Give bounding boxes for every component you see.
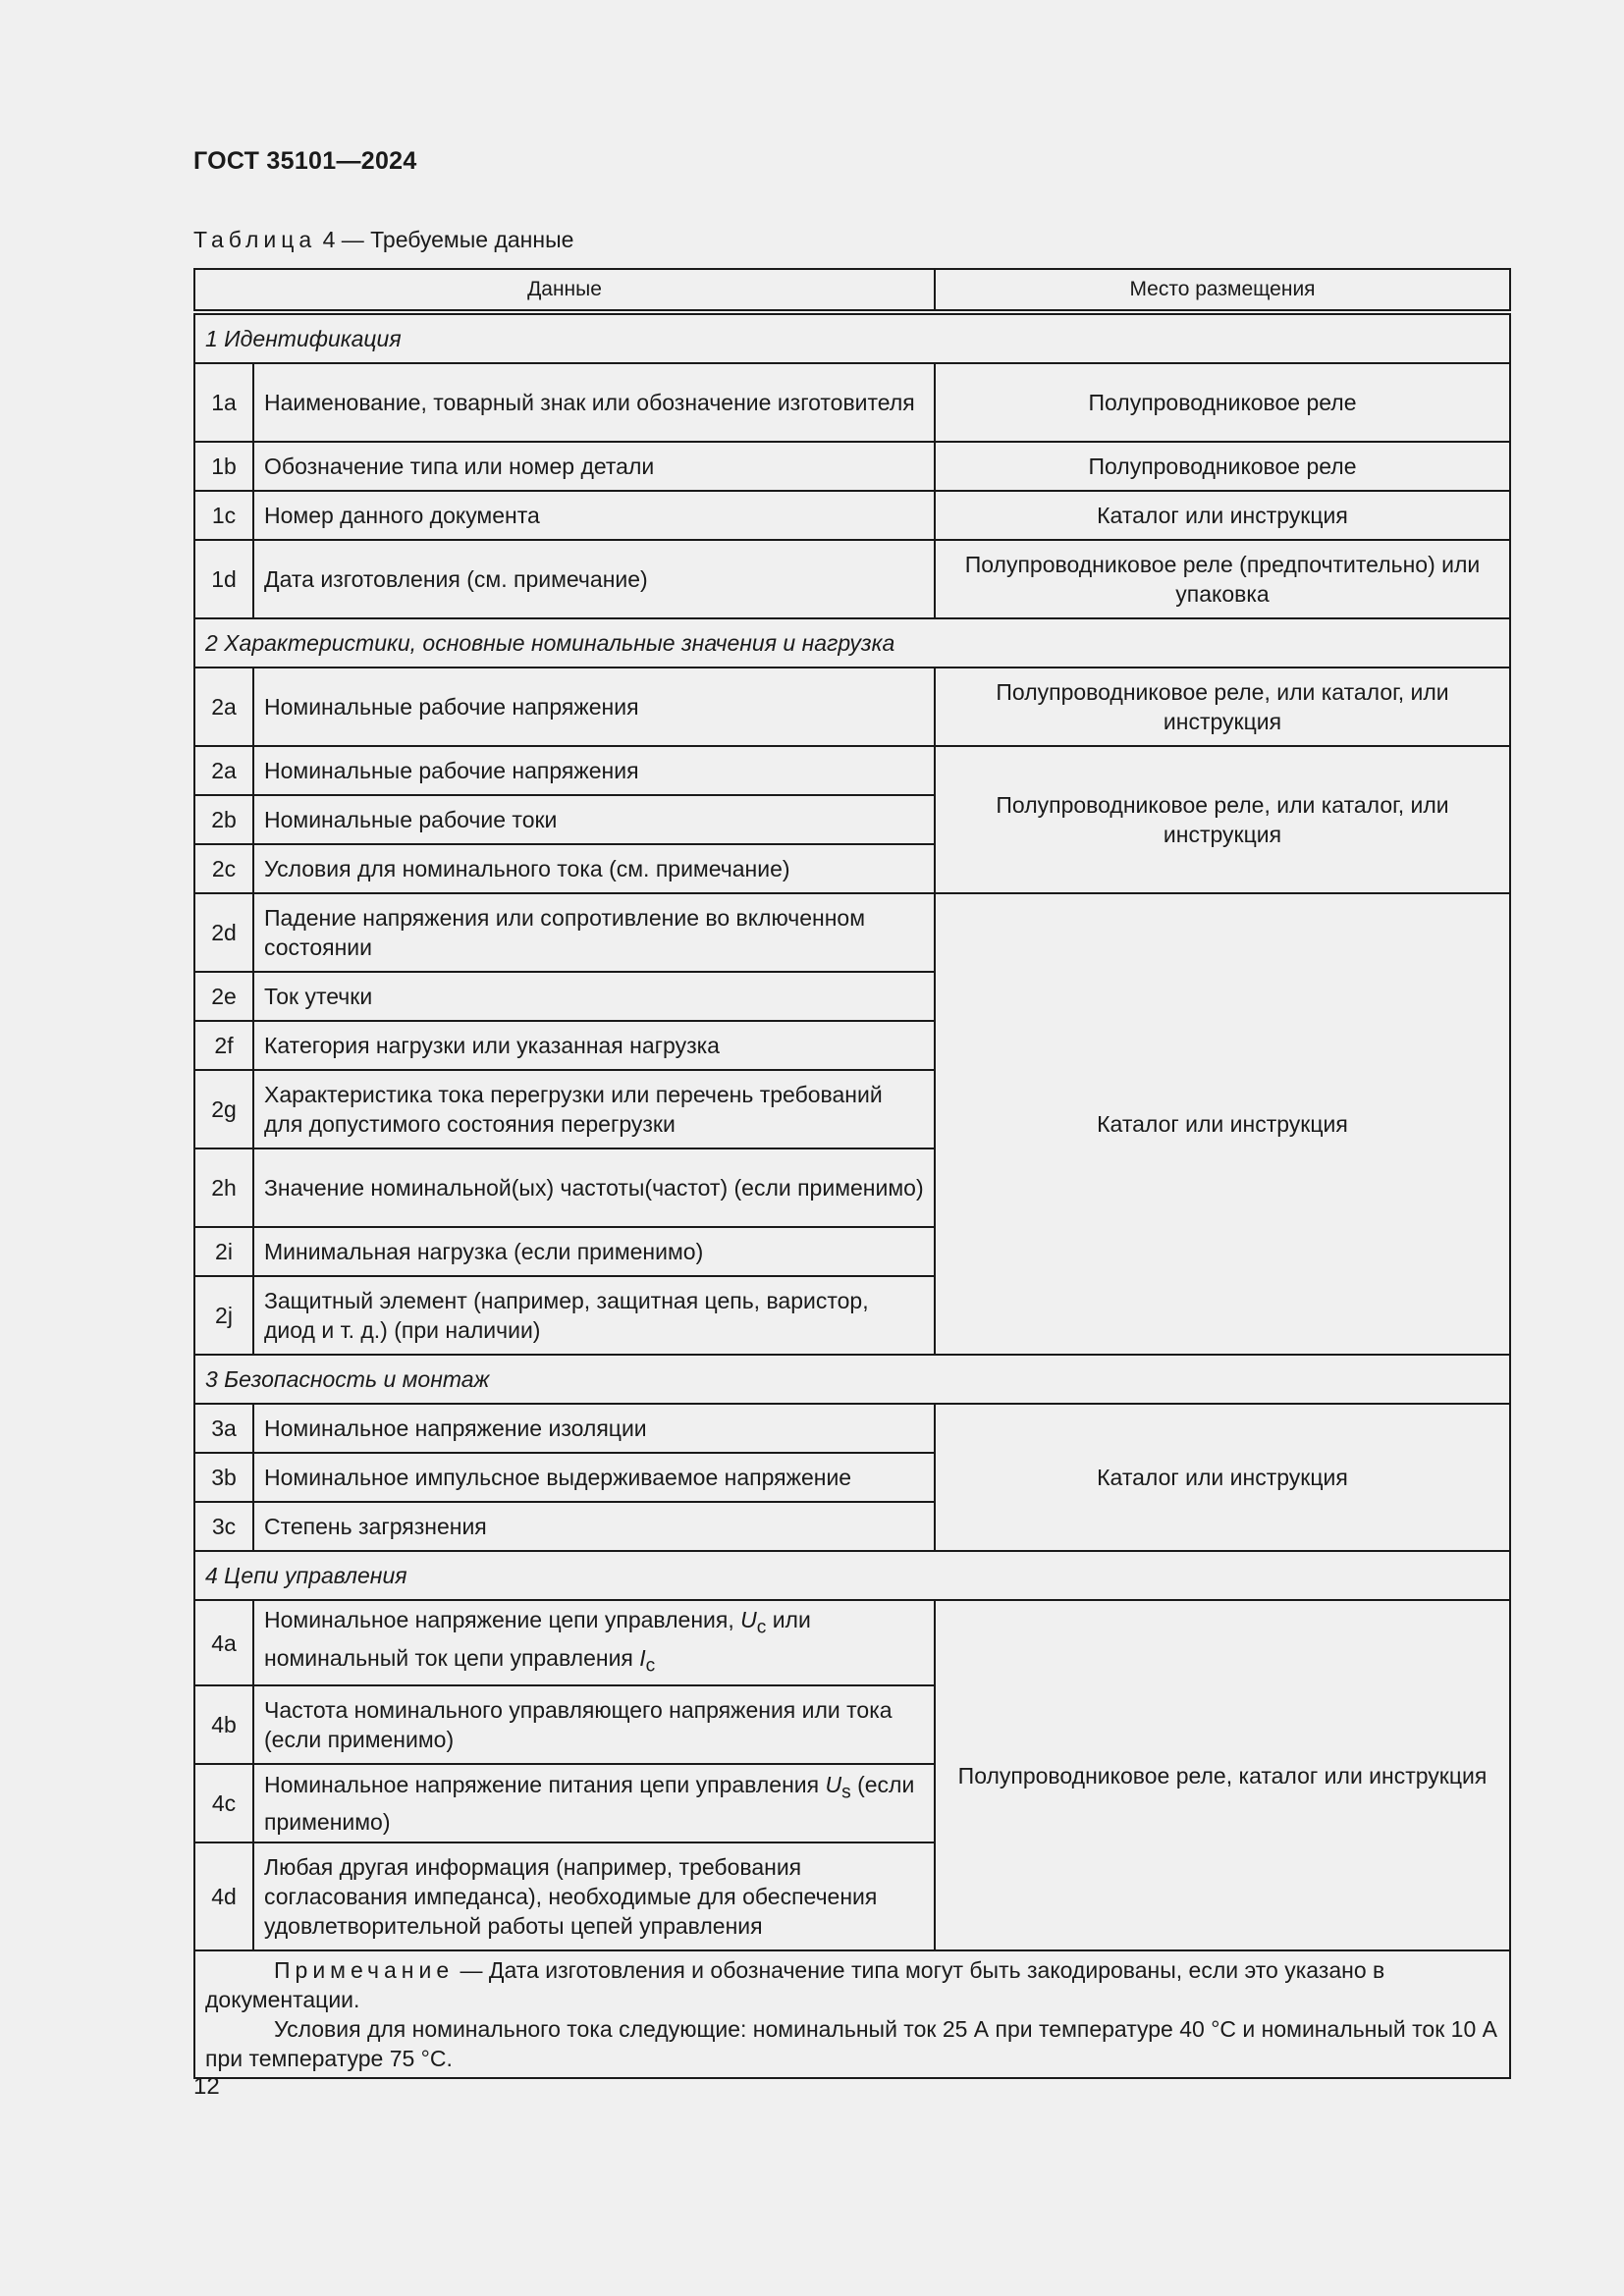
group-location: Полупроводниковое реле, каталог или инструкция — [935, 1600, 1510, 1950]
row-code: 3b — [194, 1453, 253, 1502]
row-text: Номинальные рабочие напряжения — [253, 746, 935, 795]
row-text: Номинальное импульсное выдерживаемое напряжение — [253, 1453, 935, 1502]
table-row — [194, 1404, 1510, 1453]
row-code: 3c — [194, 1502, 253, 1551]
section-row — [194, 1355, 1510, 1404]
table-row — [194, 667, 1510, 746]
row-code: 2b — [194, 795, 253, 844]
row-code: 2c — [194, 844, 253, 893]
row-location: Каталог или инструкция — [935, 491, 1510, 540]
row-text: Любая другая информация (например, требования согласования импеданса), необходимые для обеспечения удовлетворительной работы цепей управления — [253, 1842, 935, 1950]
section-control-circuits: 4 Цепи управления — [194, 1551, 1510, 1600]
column-header-location: Место размещения — [935, 269, 1510, 312]
row-text — [253, 1600, 935, 1685]
symbol-subscript: c — [645, 1655, 656, 1677]
row-code: 4b — [194, 1685, 253, 1764]
column-header-data: Данные — [194, 269, 935, 312]
symbol-u: U — [825, 1771, 842, 1797]
note-row — [194, 1950, 1510, 2078]
row-code: 2a — [194, 746, 253, 795]
section-identification: 1 Идентификация — [194, 312, 1510, 363]
row-text: Наименование, товарный знак или обозначение изготовителя — [253, 363, 935, 442]
row-text: Номинальное напряжение изоляции — [253, 1404, 935, 1453]
row-location: Полупроводниковое реле — [935, 442, 1510, 491]
table-note — [194, 1950, 1510, 2078]
row-text: Условия для номинального тока (см. примечание) — [253, 844, 935, 893]
row-text: Степень загрязнения — [253, 1502, 935, 1551]
symbol-subscript: c — [756, 1617, 767, 1638]
symbol-u: U — [740, 1607, 757, 1632]
symbol-subscript: s — [841, 1782, 851, 1803]
row-code: 2a — [194, 667, 253, 746]
symbol-i: I — [639, 1644, 646, 1671]
table-header-row — [194, 269, 1510, 312]
row-code: 2j — [194, 1276, 253, 1355]
row-code: 1c — [194, 491, 253, 540]
row-code: 2g — [194, 1070, 253, 1148]
section-safety: 3 Безопасность и монтаж — [194, 1355, 1510, 1404]
row-code: 4c — [194, 1764, 253, 1842]
document-code: ГОСТ 35101—2024 — [193, 147, 417, 175]
group-location: Каталог или инструкция — [935, 893, 1510, 1355]
page-number: 12 — [193, 2073, 220, 2100]
table-row — [194, 893, 1510, 972]
row-location: Полупроводниковое реле, или каталог, или инструкция — [935, 667, 1510, 746]
row-text: Дата изготовления (см. примечание) — [253, 540, 935, 618]
row-text-part: Номинальное напряжение питания цепи управления — [264, 1771, 826, 1797]
row-code: 2f — [194, 1021, 253, 1070]
table-row — [194, 540, 1510, 618]
table-caption-word: Таблица — [193, 227, 317, 252]
section-row — [194, 618, 1510, 667]
section-characteristics: 2 Характеристики, основные номинальные значения и нагрузка — [194, 618, 1510, 667]
table-row — [194, 491, 1510, 540]
section-row — [194, 312, 1510, 363]
row-code: 4a — [194, 1600, 253, 1685]
required-data-table — [193, 268, 1511, 2079]
row-text: Номинальные рабочие напряжения — [253, 667, 935, 746]
row-text-part: (если применимо) — [264, 1771, 915, 1836]
table-row — [194, 1600, 1510, 1685]
row-text — [253, 1764, 935, 1842]
row-text: Минимальная нагрузка (если применимо) — [253, 1227, 935, 1276]
note-paragraph-1 — [205, 1955, 1499, 2014]
table-row — [194, 746, 1510, 795]
row-text: Номер данного документа — [253, 491, 935, 540]
note-label: Примечание — [274, 1957, 455, 1984]
row-code: 1d — [194, 540, 253, 618]
note-text-1: — Дата изготовления и обозначение типа могут быть закодированы, если это указано в документации. — [205, 1957, 1385, 2013]
row-code: 2h — [194, 1148, 253, 1227]
row-code: 1a — [194, 363, 253, 442]
row-text: Характеристика тока перегрузки или перечень требований для допустимого состояния перегрузки — [253, 1070, 935, 1148]
table-caption-title: 4 — Требуемые данные — [316, 227, 574, 252]
row-text: Значение номинальной(ых) частоты(частот) (если применимо) — [253, 1148, 935, 1227]
row-code: 4d — [194, 1842, 253, 1950]
row-text-part: Номинальное напряжение цепи управления, — [264, 1607, 734, 1632]
row-text: Обозначение типа или номер детали — [253, 442, 935, 491]
row-location: Полупроводниковое реле (предпочтительно) или упаковка — [935, 540, 1510, 618]
row-text: Частота номинального управляющего напряжения или тока (если применимо) — [253, 1685, 935, 1764]
row-code: 2i — [194, 1227, 253, 1276]
row-text-part: или номинальный ток цепи управления — [264, 1607, 811, 1671]
row-code: 3a — [194, 1404, 253, 1453]
table-row — [194, 363, 1510, 442]
row-location: Полупроводниковое реле — [935, 363, 1510, 442]
group-location: Полупроводниковое реле, или каталог, или инструкция — [935, 746, 1510, 893]
table-caption — [193, 227, 573, 253]
row-text: Защитный элемент (например, защитная цепь, варистор, диод и т. д.) (при наличии) — [253, 1276, 935, 1355]
group-location: Каталог или инструкция — [935, 1404, 1510, 1551]
row-text: Категория нагрузки или указанная нагрузка — [253, 1021, 935, 1070]
note-paragraph-2: Условия для номинального тока следующие: номинальный ток 25 А при температуре 40 °С и номинальный ток 10 А при температуре 75 °С. — [205, 2016, 1497, 2072]
row-text: Ток утечки — [253, 972, 935, 1021]
table-row — [194, 442, 1510, 491]
row-text: Падение напряжения или сопротивление во включенном состоянии — [253, 893, 935, 972]
section-row — [194, 1551, 1510, 1600]
row-code: 2d — [194, 893, 253, 972]
row-code: 2e — [194, 972, 253, 1021]
row-text: Номинальные рабочие токи — [253, 795, 935, 844]
row-code: 1b — [194, 442, 253, 491]
